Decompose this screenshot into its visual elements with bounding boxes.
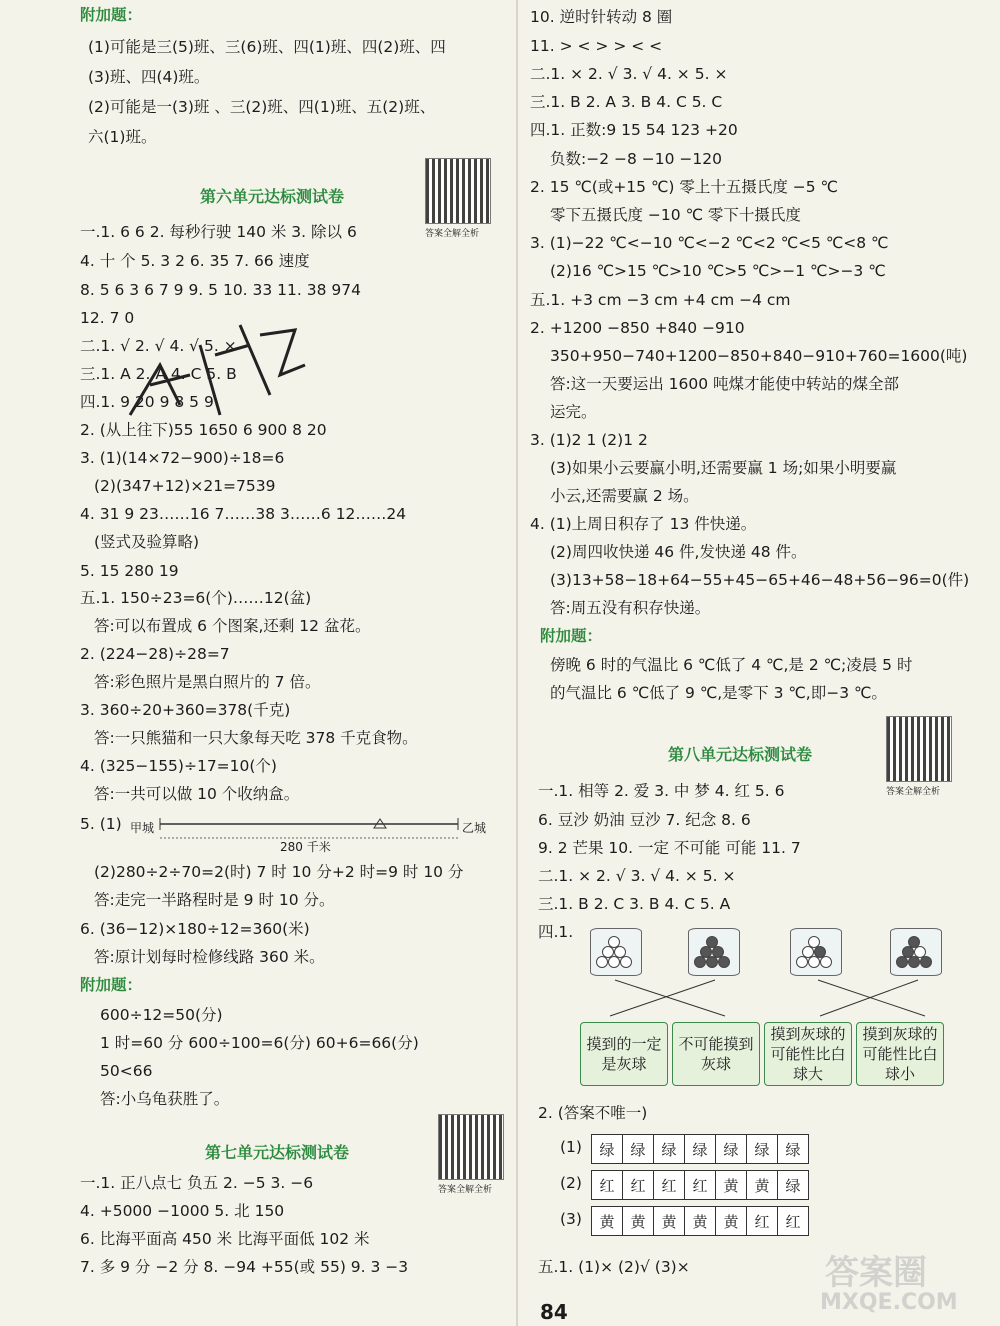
answer-line: 三.1. B 2. C 3. B 4. C 5. A: [538, 895, 731, 913]
color-row: [592, 1134, 809, 1164]
qr-code-unit6: [425, 158, 491, 240]
answer-line: 2. 15 ℃(或+15 ℃) 零上十五摄氏度 −5 ℃: [530, 178, 838, 196]
answer-box: 摸到灰球的可能性比白球大: [764, 1022, 852, 1086]
color-cell: 黄: [622, 1206, 654, 1236]
answer-line: 负数:−2 −8 −10 −120: [550, 150, 722, 168]
answer-line: 6. 豆沙 奶油 豆沙 7. 纪念 8. 6: [538, 811, 751, 829]
answer-box: 摸到的一定是灰球: [580, 1022, 668, 1086]
answer-line: 3. 360÷20+360=378(千克): [80, 701, 291, 719]
answer-line: 答:可以布置成 6 个图案,还剩 12 盆花。: [94, 617, 371, 635]
answer-line: (2)280÷2÷70=2(时) 7 时 10 分+2 时=9 时 10 分: [94, 863, 464, 881]
answer-line: 答:小乌龟获胜了。: [100, 1090, 230, 1108]
answer-line: 附加题：: [540, 627, 603, 645]
answer-line: 四.1.: [538, 923, 574, 941]
answer-line: 答:一共可以做 10 个收纳盒。: [94, 785, 300, 803]
answer-line: (3)如果小云要赢小明,还需要赢 1 场;如果小明要赢: [550, 459, 897, 477]
answer-line: 二.1. × 2. √ 3. √ 4. × 5. ×: [538, 867, 736, 885]
gray-ball: [695, 957, 706, 968]
white-ball: [915, 947, 926, 958]
answer-line: 四.1. 9 20 9 8 5 9: [80, 393, 214, 411]
color-cell: 红: [653, 1170, 685, 1200]
answer-line: 一.1. 相等 2. 爱 3. 中 梦 4. 红 5. 6: [538, 782, 785, 800]
white-ball: [603, 947, 614, 958]
answer-line: 五.1. 150÷23=6(个)……12(盆): [80, 589, 312, 607]
row-label: (2): [560, 1174, 582, 1192]
gray-ball: [921, 957, 932, 968]
answer-line: 三.1. B 2. A 3. B 4. C 5. C: [530, 93, 723, 111]
matching-lines: [580, 978, 960, 1018]
answer-line: 2. (从上往下)55 1650 6 900 8 20: [80, 421, 327, 439]
color-cell: 绿: [684, 1134, 716, 1164]
answer-line: 答:彩色照片是黑白照片的 7 倍。: [94, 673, 321, 691]
answer-line: 六(1)班。: [88, 128, 157, 146]
color-cell: 绿: [715, 1134, 747, 1164]
answer-line: 4. 十 个 5. 3 2 6. 35 7. 66 速度: [80, 252, 310, 270]
white-ball: [621, 957, 632, 968]
answer-line: 3. (1)2 1 (2)1 2: [530, 431, 648, 449]
answer-line: 五.1. +3 cm −3 cm +4 cm −4 cm: [530, 291, 791, 309]
watermark-logo: 答案圈: [825, 1253, 927, 1293]
answer-line: 附加题：: [80, 976, 143, 994]
gray-ball: [707, 937, 718, 948]
answer-line: 8. 5 6 3 6 7 9 9. 5 10. 33 11. 38 974: [80, 281, 361, 299]
color-row: [592, 1170, 809, 1200]
end-city: 乙城: [462, 821, 487, 835]
qr-icon: [886, 716, 952, 782]
answer-line: (1)可能是三(5)班、三(6)班、四(1)班、四(2)班、四: [88, 38, 446, 56]
answer-line: 答:走完一半路程时是 9 时 10 分。: [94, 891, 335, 909]
answer-line: (3)班、四(4)班。: [88, 68, 210, 86]
answer-line: (2)16 ℃>15 ℃>10 ℃>5 ℃>−1 ℃>−3 ℃: [550, 262, 886, 280]
row-label: (1): [560, 1138, 582, 1156]
qr-code-unit7: [438, 1114, 504, 1196]
white-ball: [803, 947, 814, 958]
gray-ball: [903, 947, 914, 958]
white-ball: [797, 957, 808, 968]
row-label: (3): [560, 1210, 582, 1228]
gray-ball: [815, 947, 826, 958]
answer-line: 3. (1)−22 ℃<−10 ℃<−2 ℃<2 ℃<5 ℃<8 ℃: [530, 234, 889, 252]
answer-line: 傍晚 6 时的气温比 6 ℃低了 4 ℃,是 2 ℃;凌晨 5 时: [550, 656, 913, 674]
answer-line: 1 时=60 分 600÷100=6(分) 60+6=66(分): [100, 1034, 419, 1052]
answer-line: 的气温比 6 ℃低了 9 ℃,是零下 3 ℃,即−3 ℃。: [550, 684, 887, 702]
answer-box-row: [580, 1022, 944, 1086]
answer-line: 50<66: [100, 1062, 153, 1080]
answer-line: (竖式及验算略): [94, 533, 200, 551]
color-cell: 黄: [715, 1170, 747, 1200]
page-number: 84: [540, 1300, 568, 1324]
qr-caption: 答案全解全析: [438, 1185, 493, 1195]
handwriting-scribble: [120, 305, 320, 435]
color-cell: 黄: [684, 1206, 716, 1236]
qr-icon: [425, 158, 491, 224]
answer-line: 600÷12=50(分): [100, 1006, 223, 1024]
answer-line: 2. (224−28)÷28=7: [80, 645, 230, 663]
answer-line: 12. 7 0: [80, 309, 135, 327]
section-title: 第六单元达标测试卷: [200, 187, 345, 206]
answer-line: 4. 31 9 23……16 7……38 3……6 12……24: [80, 505, 407, 523]
color-cell: 黄: [746, 1170, 778, 1200]
ball-pyramids: [590, 936, 950, 976]
gray-ball: [707, 957, 718, 968]
answer-line: 答:一只熊猫和一只大象每天吃 378 千克食物。: [94, 729, 418, 747]
answer-line: 附加题：: [80, 6, 143, 24]
answer-line: 4. (1)上周日积存了 13 件快递。: [530, 515, 757, 533]
color-cell: 绿: [777, 1170, 809, 1200]
watermark-url: MXQE.COM: [820, 1290, 958, 1315]
section-title: 第八单元达标测试卷: [668, 745, 813, 764]
gray-ball: [713, 947, 724, 958]
answer-line: 5. (1): [80, 815, 122, 833]
distance-label: 280 千米: [280, 840, 331, 854]
answer-line: 运完。: [550, 403, 597, 421]
white-ball: [809, 937, 820, 948]
color-cell: 红: [684, 1170, 716, 1200]
start-city: 甲城: [130, 821, 155, 835]
answer-box: 不可能摸到灰球: [672, 1022, 760, 1086]
answer-line: 答:这一天要运出 1600 吨煤才能使中转站的煤全部: [550, 375, 900, 393]
answer-line: (2)(347+12)×21=7539: [94, 477, 276, 495]
answer-line: 3. (1)(14×72−900)÷18=6: [80, 449, 285, 467]
answer-line: 一.1. 6 6 2. 每秒行驶 140 米 3. 除以 6: [80, 223, 357, 241]
color-cell: 绿: [622, 1134, 654, 1164]
answer-line: 小云,还需要赢 2 场。: [550, 487, 699, 505]
answer-line: 二.1. √ 2. √ 4. √ 5. ×: [80, 337, 237, 355]
answer-line: 350+950−740+1200−850+840−910+760=1600(吨): [550, 347, 968, 365]
gray-ball: [719, 957, 730, 968]
white-ball: [609, 937, 620, 948]
answer-line: 6. (36−12)×180÷12=360(米): [80, 920, 310, 938]
color-cell: 黄: [653, 1206, 685, 1236]
answer-line: 6. 比海平面高 450 米 比海平面低 102 米: [80, 1230, 370, 1248]
white-ball: [609, 957, 620, 968]
section-title: 第七单元达标测试卷: [205, 1143, 350, 1162]
answer-line: 五.1. (1)× (2)√ (3)×: [538, 1258, 690, 1276]
answer-line: (2)周四收快递 46 件,发快递 48 件。: [550, 543, 807, 561]
color-cell: 红: [777, 1206, 809, 1236]
answer-line: (2)可能是一(3)班 、三(2)班、四(1)班、五(2)班、: [88, 98, 436, 116]
white-ball: [821, 957, 832, 968]
answer-line: 4. +5000 −1000 5. 北 150: [80, 1202, 285, 1220]
gray-ball: [909, 937, 920, 948]
white-ball: [809, 957, 820, 968]
answer-box: 摸到灰球的可能性比白球小: [856, 1022, 944, 1086]
color-cell: 绿: [653, 1134, 685, 1164]
color-cell: 绿: [777, 1134, 809, 1164]
color-cell: 黄: [591, 1206, 623, 1236]
answer-line: 11. > < > > < <: [530, 37, 663, 55]
answer-line: 二.1. × 2. √ 3. √ 4. × 5. ×: [530, 65, 728, 83]
answer-line: 三.1. A 2. A 4. C 5. B: [80, 365, 237, 383]
answer-line: 10. 逆时针转动 8 圈: [530, 8, 673, 26]
answer-line: 2. +1200 −850 +840 −910: [530, 319, 745, 337]
qr-caption: 答案全解全析: [425, 229, 480, 239]
gray-ball: [909, 957, 920, 968]
answer-line: 答:原计划每时检修线路 360 米。: [94, 948, 325, 966]
column-divider: [516, 0, 518, 1326]
white-ball: [615, 947, 626, 958]
color-cell: 红: [622, 1170, 654, 1200]
qr-icon: [438, 1114, 504, 1180]
color-cell: 绿: [591, 1134, 623, 1164]
color-cell: 红: [746, 1206, 778, 1236]
color-cell: 绿: [746, 1134, 778, 1164]
qr-code-unit8: [886, 716, 952, 798]
color-cell: 红: [591, 1170, 623, 1200]
answer-line: 4. (325−155)÷17=10(个): [80, 757, 277, 775]
answer-line: 四.1. 正数:9 15 54 123 +20: [530, 121, 738, 139]
color-row: [592, 1206, 809, 1236]
answer-line: 2. (答案不唯一): [538, 1104, 648, 1122]
color-cell: 黄: [715, 1206, 747, 1236]
answer-line: 7. 多 9 分 −2 分 8. −94 +55(或 55) 9. 3 −3: [80, 1258, 409, 1276]
gray-ball: [897, 957, 908, 968]
qr-caption: 答案全解全析: [886, 787, 941, 797]
answer-line: (3)13+58−18+64−55+45−65+46−48+56−96=0(件): [550, 571, 970, 589]
gray-ball: [701, 947, 712, 958]
answer-line: 答:周五没有积存快递。: [550, 599, 711, 617]
answer-line: 9. 2 芒果 10. 一定 不可能 可能 11. 7: [538, 839, 801, 857]
answer-line: 零下五摄氏度 −10 ℃ 零下十摄氏度: [550, 206, 801, 224]
answer-line: 5. 15 280 19: [80, 562, 179, 580]
answer-line: 一.1. 正八点七 负五 2. −5 3. −6: [80, 1174, 314, 1192]
white-ball: [597, 957, 608, 968]
